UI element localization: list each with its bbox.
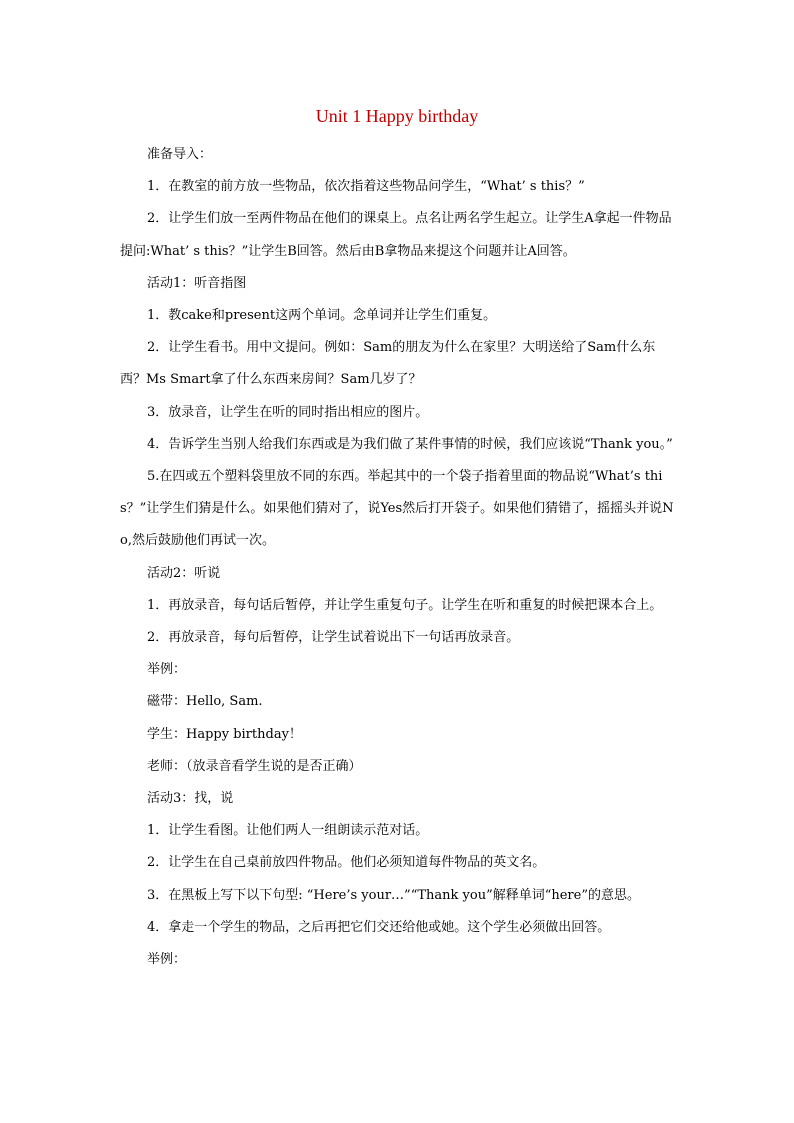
paragraph: 2．让学生在自己桌前放四件物品。他们必须知道每件物品的英文名。 <box>147 855 546 871</box>
document-body <box>120 139 676 976</box>
paragraph-activity-heading: 活动3：找，说 <box>147 791 234 807</box>
paragraph: 5.在四或五个塑料袋里放不同的东西。举起其中的一个袋子指着里面的物品说“What’s this？”让学生们猜是什么。如果他们猜对了，说Yes然后打开袋子。如果他们猜错了，摇摇头并说No,然后鼓励他们再试一次。 <box>120 469 674 549</box>
paragraph-dialogue-line: 磁带：Hello, Sam. <box>147 694 263 710</box>
paragraph: 2．让学生看书。用中文提问。例如：Sam的朋友为什么在家里？大明送给了Sam什么东西？Ms Smart拿了什么东西来房间？Sam几岁了？ <box>120 340 656 388</box>
paragraph-dialogue-line: 学生：Happy birthday！ <box>147 726 302 742</box>
paragraph: 2．再放录音，每句后暂停，让学生试着说出下一句话再放录音。 <box>147 630 520 646</box>
paragraph: 1．教cake和present这两个单词。念单词并让学生们重复。 <box>147 308 497 324</box>
paragraph-example-label: 举例： <box>147 662 187 678</box>
paragraph: 1．让学生看图。让他们两人一组朗读示范对话。 <box>147 823 429 839</box>
paragraph-example-label: 举例： <box>147 952 187 968</box>
paragraph: 4．拿走一个学生的物品，之后再把它们交还给他或她。这个学生必须做出回答。 <box>147 919 611 935</box>
paragraph: 4．告诉学生当别人给我们东西或是为我们做了某件事情的时候，我们应该说“Thank you。” <box>147 436 673 452</box>
paragraph: 1．再放录音，每句话后暂停，并让学生重复句子。让学生在听和重复的时候把课本合上。 <box>147 597 663 613</box>
paragraph: 1．在教室的前方放一些物品，依次指着这些物品问学生，“What’ s this？” <box>147 179 585 195</box>
paragraph: 3．在黑板上写下以下句型: “Here’s your…”“Thank you”解释单词“here”的意思。 <box>147 887 640 903</box>
paragraph: 3．放录音，让学生在听的同时指出相应的图片。 <box>147 404 429 420</box>
paragraph-activity-heading: 活动2：听说 <box>147 565 221 581</box>
paragraph-activity-heading: 活动1：听音指图 <box>147 275 247 291</box>
paragraph-intro-heading: 准备导入： <box>147 147 213 162</box>
document-title: Unit 1 Happy birthday <box>315 106 479 126</box>
paragraph: 2．让学生们放一至两件物品在他们的课桌上。点名让两名学生起立。让学生A拿起一件物品提问:What’ s this？”让学生B回答。然后由B拿物品来提这个问题并让A回答。 <box>120 211 672 259</box>
paragraph-dialogue-line: 老师：（放录音看学生说的是否正确） <box>147 758 362 774</box>
